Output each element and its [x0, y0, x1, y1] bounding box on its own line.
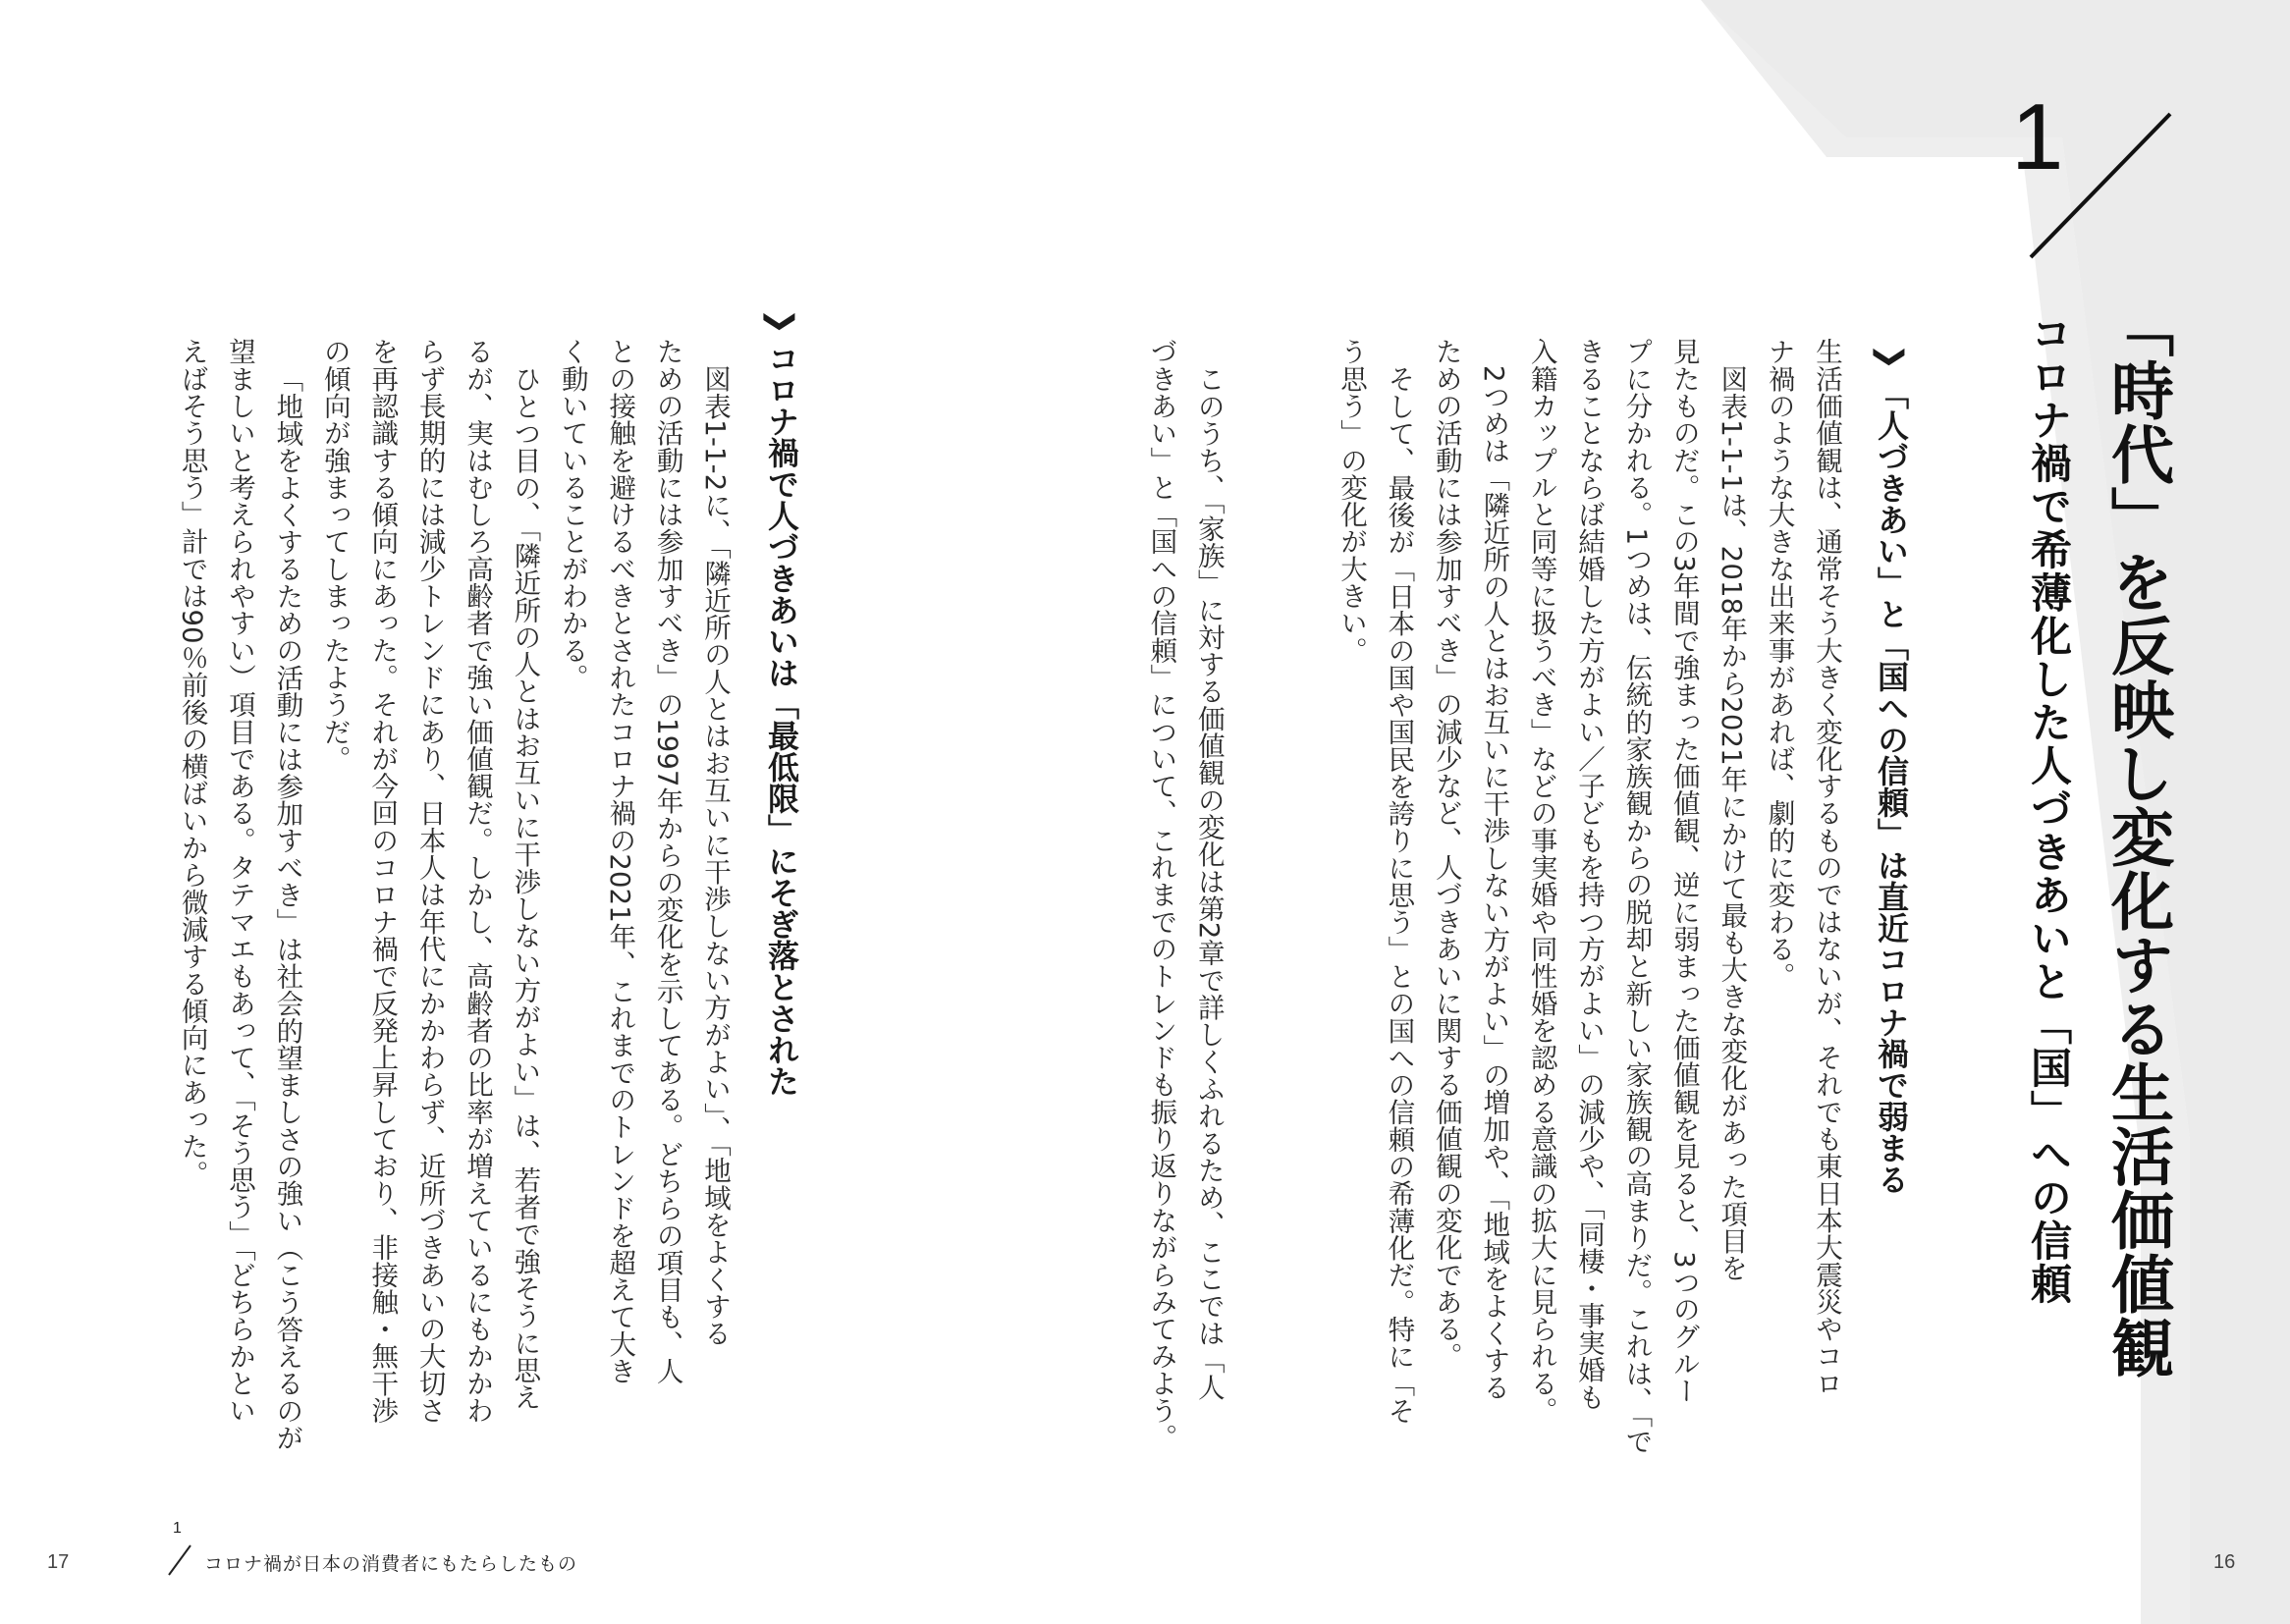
text-line: そして、最後が「日本の国や国民を誇りに思う」との国への信頼の希薄化だ。特に「そ [1383, 365, 1415, 1425]
text-line: ナ禍のような大きな出来事があれば、劇的に変わる。 [1763, 338, 1795, 990]
text-line: の傾向が強まってしまったようだ。 [318, 338, 351, 773]
text-line: との接触を避けるべきとされたコロナ禍の2021年、これまでのトレンドを超えて大き [604, 338, 636, 1384]
text-line: ための活動には参加すべき」の減少など、人づきあいに関する価値観の変化である。 [1430, 338, 1462, 1370]
section1-heading-text: 「人づきあい」と「国への信頼」は直近コロナ禍で弱まる [1873, 377, 1910, 1195]
text-line: 図表1‐1‐2に、「隣近所の人とはお互いに干渉しない方がよい」、「地域をよくする [699, 365, 731, 1347]
text-line: 見たものだ。この3年間で強まった価値観、逆に弱まった価値観を見ると、3つのグルー [1667, 338, 1700, 1404]
page-number-left: 17 [47, 1551, 70, 1573]
chapter-slash-icon [2023, 108, 2180, 265]
section2-heading-text: コロナ禍で人づきあいは「最低限」にそぎ落とされた [763, 342, 800, 1097]
section1-heading [1872, 344, 1911, 1195]
page-number-right: 16 [2213, 1551, 2236, 1573]
text-line: 生活価値観は、通常そう大きく変化するものではないが、それでも東日本大震災やコロ [1811, 338, 1842, 1397]
chapter-title: 「時代」を反映し変化する生活価値観 [2100, 295, 2173, 1380]
text-line: う思う」の変化が大きい。 [1336, 338, 1367, 664]
footer-chapter-label: コロナ禍が日本の消費者にもたらしたもの [204, 1553, 578, 1575]
text-line: このうち、「家族」に対する価値観の変化は第2章で詳しくふれるため、ここでは「人 [1192, 365, 1225, 1401]
chapter-number: 1 [2011, 84, 2064, 189]
text-line: 図表1‐1‐1は、2018年から2021年にかけて最も大きな変化があった項目を [1716, 365, 1748, 1282]
text-line: を再認識する傾向にあった。それが今回のコロナ禍で反発上昇しており、非接触・無干渉 [366, 338, 399, 1424]
chevron-down-icon: ❯ [763, 308, 800, 335]
text-line: プに分かれる。1つめは、伝統的家族観からの脱却と新しい家族観の高まりだ。これは、「で [1620, 338, 1653, 1455]
text-line: づきあい」と「国への信頼」について、これまでのトレンドも振り返りながらみてみよう。 [1145, 338, 1177, 1451]
text-line: 入籍カップルと同等に扱うべき」などの事実婚や同性婚を認める意識の拡大に見られる。 [1525, 338, 1557, 1424]
text-line: えばそう思う」計では90％前後の横ばいから微減する傾向にあった。 [176, 338, 208, 1187]
chevron-down-icon: ❯ [1873, 344, 1910, 370]
text-line: く動いていることがわかる。 [556, 338, 588, 691]
chapter-subtitle: コロナ禍で希薄化した人づきあいと「国」への信頼 [2025, 312, 2073, 1306]
section2-heading [762, 308, 801, 1097]
footer-slash-icon [165, 1543, 194, 1577]
text-line: 2つめは「隣近所の人とはお互いに干渉しない方がよい」の増加や、「地域をよくする [1478, 365, 1510, 1401]
text-line: 望ましいと考えられやすい）項目である。タテマエもあって、「そう思う」「どちらかとい [224, 338, 255, 1425]
footer-chapter-number: 1 [173, 1520, 182, 1537]
text-line: るが、実はむしろ高齢者で強い価値観だ。しかし、高齢者の比率が増えているにもかかわ [462, 338, 493, 1424]
text-line: ための活動には参加すべき」の1997年からの変化を示してある。どちらの項目も、人 [651, 338, 683, 1384]
text-line: きることならば結婚した方がよい／子どもを持つ方がよい」の減少や、「同棲・事実婚も [1573, 338, 1605, 1411]
text-line: ひとつ目の、「隣近所の人とはお互いに干渉しない方がよい」は、若者で強そうに思え [509, 365, 541, 1411]
text-line: らず長期的には減少トレンドにあり、日本人は年代にかかわらず、近所づきあいの大切さ [413, 338, 446, 1424]
text-line: 「地域をよくするための活動には参加すべき」は社会的望ましさの強い（こう答えるのが [271, 365, 303, 1451]
